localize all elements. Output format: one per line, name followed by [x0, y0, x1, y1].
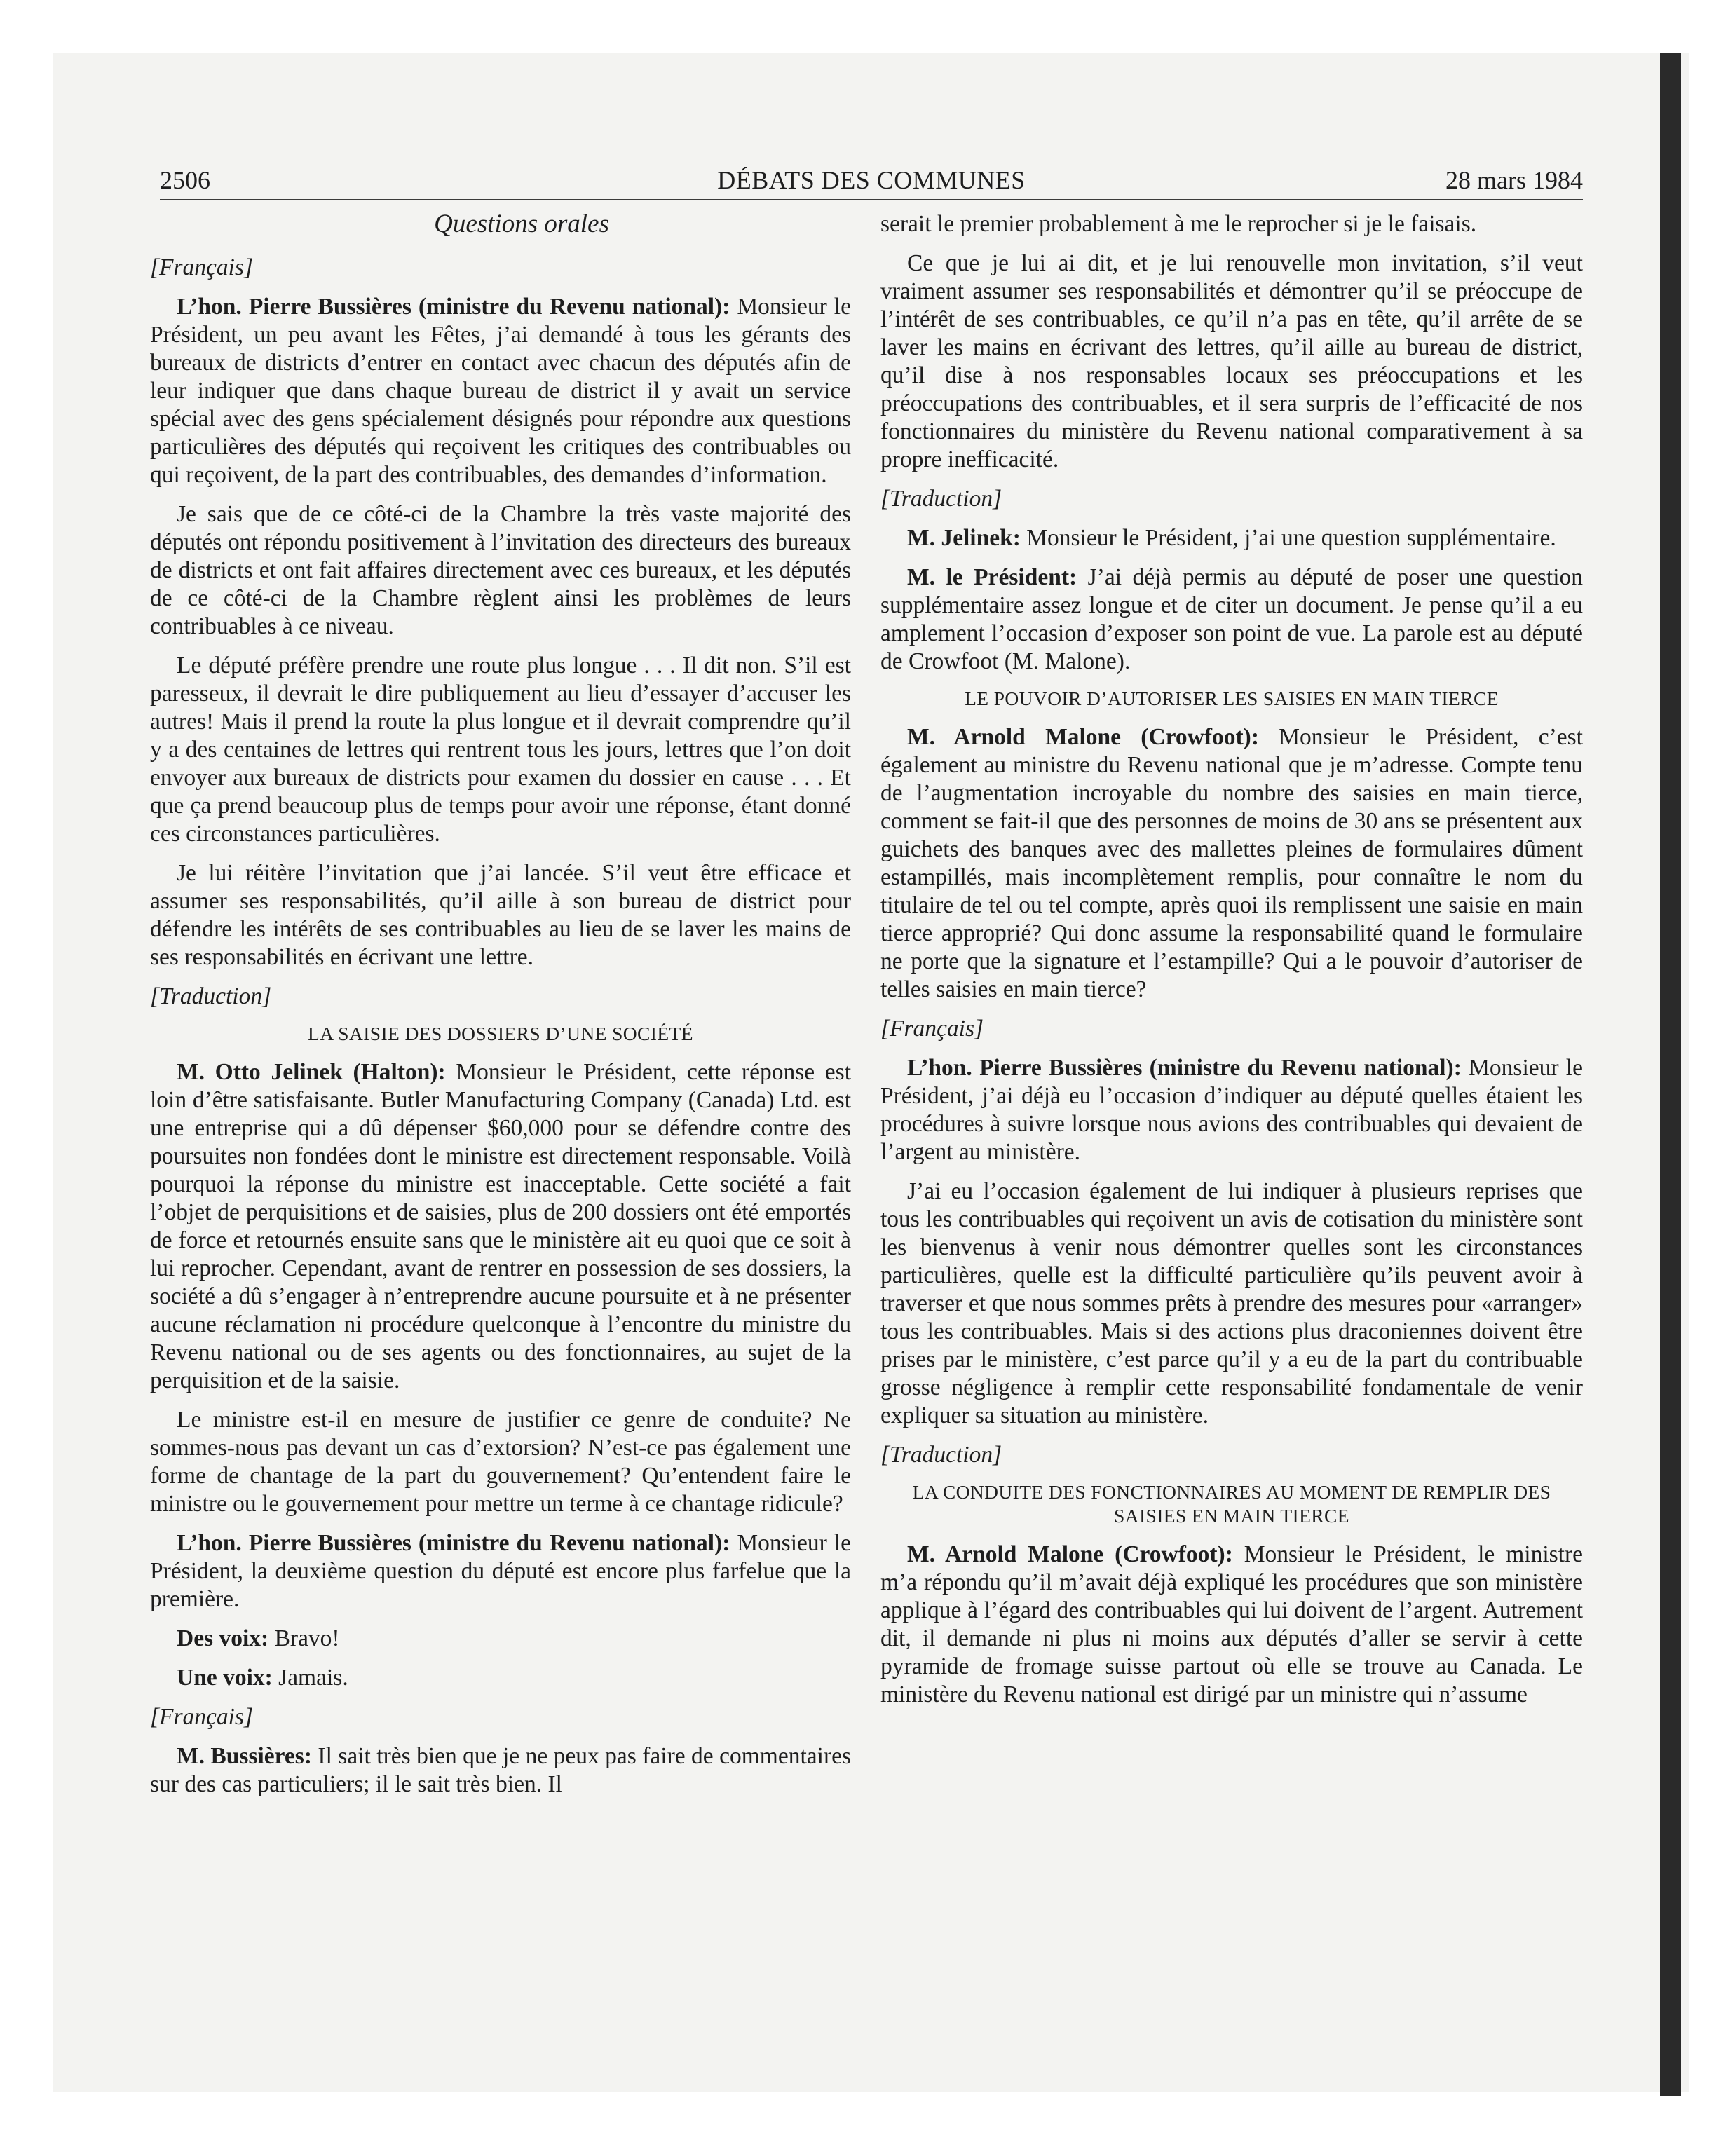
speaker-name: M. Otto Jelinek (Halton):	[177, 1059, 446, 1085]
language-marker: [Traduction]	[880, 1442, 1002, 1468]
speaker-name: M. Bussières:	[177, 1743, 312, 1769]
left-column	[150, 210, 851, 2089]
speech-paragraph: Le député préfère prendre une route plus longue . . . Il dit non. S’il est paresseux, il devrait le dire publiquement au lieu d’essayer d’accuser les autres! Mais il prend la route la plus longue et il devrait comprendre qu’il y a des centaines de lettres qui rentrent tous les jours, lettres que l’on doit envoyer aux bureaux de districts pour examen du dossier en cause . . . Et que ça prend beaucoup plus de temps pour avoir une réponse, étant donné ces circonstances particulières.	[150, 653, 851, 847]
speech-text: Il sait très bien que je ne peux pas faire de commentaires sur des cas particuliers; il le sait très bien. Il	[150, 1743, 851, 1797]
speech-paragraph: Ce que je lui ai dit, et je lui renouvelle mon invitation, s’il veut vraiment assumer ses responsabilités et démontrer qu’il se préoccupe de l’intérêt de ses contribuables, ce qu’il n’a pas en tête, qu’il arrête de se laver les mains en écrivant des lettres, qu’il aille au bureau de district, qu’il dise à nos responsables locaux ses préoccupations et les préoccupations des contribuables, et il sera surpris de l’efficacité de nos fonctionnaires du ministère du Revenu national comparativement à sa propre inefficacité.	[880, 250, 1583, 472]
language-marker: [Français]	[880, 1016, 984, 1042]
speech-paragraph: Je sais que de ce côté-ci de la Chambre la très vaste majorité des députés ont répondu positivement à l’invitation des directeurs des bureaux de districts et ont fait affaires directement avec ces bureaux, et les députés de ce côté-ci de la Chambre règlent ainsi les problèmes de leurs contribuables à ce niveau.	[150, 501, 851, 639]
topic-heading: LA SAISIE DES DOSSIERS D’UNE SOCIÉTÉ	[308, 1023, 693, 1044]
speaker-name: Des voix:	[177, 1625, 269, 1651]
speech-paragraph	[880, 524, 1583, 552]
speech-text: Monsieur le Président, le ministre m’a répondu qu’il m’avait déjà expliqué les procédures que son ministère applique à l’égard des contribuables qui lui doivent de l’argent. Autrement dit, il demande ni plus ni moins aux députés d’aller se servir à cette pyramide de fromage suisse partout où elle se trouve au Canada. Le ministère du Revenu national est dirigé par un ministre qui n’assume	[880, 1541, 1583, 1707]
topic-heading: LA CONDUITE DES FONCTIONNAIRES AU MOMENT DE REMPLIR DES SAISIES EN MAIN TIERCE	[912, 1481, 1551, 1527]
speech-text: Monsieur le Président, j’ai une question supplémentaire.	[1020, 525, 1556, 551]
speech-text: Monsieur le Président, c’est également au ministre du Revenu national que je m’adresse. Compte tenu de l’augmentation incroyable du nombre des saisies en main tierce, comment se fait-il que des personnes de moins de 30 ans se présentent aux guichets des banques avec des mallettes pleines de formulaires dûment estampillés, mais incomplètement remplis, pour connaître le nom du titulaire de tel ou tel compte, après quoi ils remplissent une saisie en main tierce approprié? Qui donc assume la responsabilité quand le formulaire ne porte que la signature et l’estampille? Qui a le pouvoir d’autoriser de telles saisies en main tierce?	[880, 724, 1583, 1002]
speech-paragraph	[880, 723, 1583, 1004]
speech-paragraph: serait le premier probablement à me le reprocher si je le faisais.	[880, 211, 1477, 237]
speech-paragraph	[880, 1541, 1583, 1709]
speech-paragraph: J’ai eu l’occasion également de lui indiquer à plusieurs reprises que tous les contribuables qui reçoivent un avis de cotisation du ministère sont les bienvenus à venir nous démontrer quelles sont les circonstances particulières, quelle est la difficulté particulière qu’ils peuvent avoir à traverser et que nous sommes prêts à prendre des mesures pour «arranger» tous les contribuables. Mais si des actions plus draconiennes doivent être prises par le ministère, c’est parce qu’il y a eu de la part du contribuable grosse négligence à remplir cette responsabilité fondamentale de venir expliquer sa situation au ministère.	[880, 1178, 1583, 1428]
speech-paragraph: Je lui réitère l’invitation que j’ai lancée. S’il veut être efficace et assumer ses responsabilités, qu’il aille à son bureau de district pour défendre les intérêts de ses contribuables au lieu de se laver les mains de ses responsabilités en écrivant une lettre.	[150, 860, 851, 970]
speech-text: Jamais.	[272, 1665, 348, 1691]
speech-paragraph	[150, 293, 851, 489]
speaker-name: L’hon. Pierre Bussières (ministre du Revenu national):	[907, 1055, 1462, 1081]
language-marker: [Français]	[150, 254, 254, 280]
speaker-name: L’hon. Pierre Bussières (ministre du Revenu national):	[177, 1530, 730, 1556]
speech-paragraph	[150, 1664, 851, 1692]
speech-paragraph: Le ministre est-il en mesure de justifier ce genre de conduite? Ne sommes-nous pas devant un cas d’extorsion? N’est-ce pas également une forme de chantage de la part du gouvernement? Qu’entendent faire le ministre ou le gouvernement pour mettre un terme à ce chantage ridicule?	[150, 1407, 851, 1517]
speaker-name: M. Arnold Malone (Crowfoot):	[907, 1541, 1233, 1567]
right-column	[880, 210, 1583, 2089]
speaker-name: M. Jelinek:	[907, 525, 1021, 551]
speech-paragraph	[150, 1529, 851, 1613]
speech-paragraph	[150, 1058, 851, 1395]
topic-heading: LE POUVOIR D’AUTORISER LES SAISIES EN MAIN TIERCE	[965, 688, 1499, 709]
speech-text: Monsieur le Président, cette réponse est loin d’être satisfaisante. Butler Manufacturing Company (Canada) Ltd. est une entreprise qui a dû dépenser $60,000 pour se défendre contre des poursuites non fondées dont le ministre est directement responsable. Voilà pourquoi la réponse du ministre est inacceptable. Cette société a fait l’objet de perquisitions et de saisies, plus de 200 dossiers ont été emportés de force et retournés ensuite sans que le ministère ait eu quoi que ce soit à lui reprocher. Cependant, avant de rentrer en possession de ses dossiers, la société a dû s’engager à n’entreprendre aucune poursuite et à ne présenter aucune réclamation ni procédure quelconque à l’encontre du ministre du Revenu national ou de ses agents ou des fonctionnaires, au sujet de la perquisition et de la saisie.	[150, 1059, 851, 1393]
publication-title: DÉBATS DES COMMUNES	[717, 166, 1026, 194]
speaker-name: M. le Président:	[907, 564, 1077, 590]
speech-text: Monsieur le Président, un peu avant les Fêtes, j’ai demandé à tous les gérants des bureaux de districts d’entrer en contact avec chacun des députés afin de leur indiquer que dans chaque bureau de district il y avait un service spécial avec des gens spécialement désignés pour répondre aux questions particulières des députés qui reçoivent les critiques des contribuables ou qui reçoivent, de la part des contribuables, des demandes d’information.	[150, 294, 851, 488]
publication-date: 28 mars 1984	[1445, 166, 1583, 194]
header-rule	[160, 199, 1583, 200]
speech-text: Monsieur le Président, j’ai déjà eu l’occasion d’indiquer au député quelles étaient les procédures à suivre lorsque nous avions des contribuables qui devaient de l’argent au ministère.	[880, 1055, 1583, 1165]
speech-paragraph	[150, 1742, 851, 1799]
speech-text: J’ai déjà permis au député de poser une question supplémentaire assez longue et de citer un document. Je pense qu’il a eu amplement l’occasion d’exposer son point de vue. La parole est au député de Crowfoot (M. Malone).	[880, 564, 1583, 674]
speaker-name: Une voix:	[177, 1665, 273, 1691]
section-title: Questions orales	[434, 210, 609, 238]
speech-text: Bravo!	[268, 1625, 340, 1651]
speech-text: Monsieur le Président, la deuxième question du député est encore plus farfelue que la première.	[150, 1530, 851, 1612]
running-header	[160, 163, 1583, 198]
speaker-name: M. Arnold Malone (Crowfoot):	[907, 724, 1259, 750]
page-number: 2506	[160, 166, 210, 194]
language-marker: [Traduction]	[150, 983, 272, 1009]
speech-paragraph	[880, 1054, 1583, 1166]
binding-edge	[1660, 53, 1681, 2096]
language-marker: [Traduction]	[880, 486, 1002, 512]
speech-paragraph	[880, 564, 1583, 676]
speaker-name: L’hon. Pierre Bussières (ministre du Revenu national):	[177, 294, 730, 320]
language-marker: [Français]	[150, 1704, 254, 1730]
speech-paragraph	[150, 1625, 851, 1653]
